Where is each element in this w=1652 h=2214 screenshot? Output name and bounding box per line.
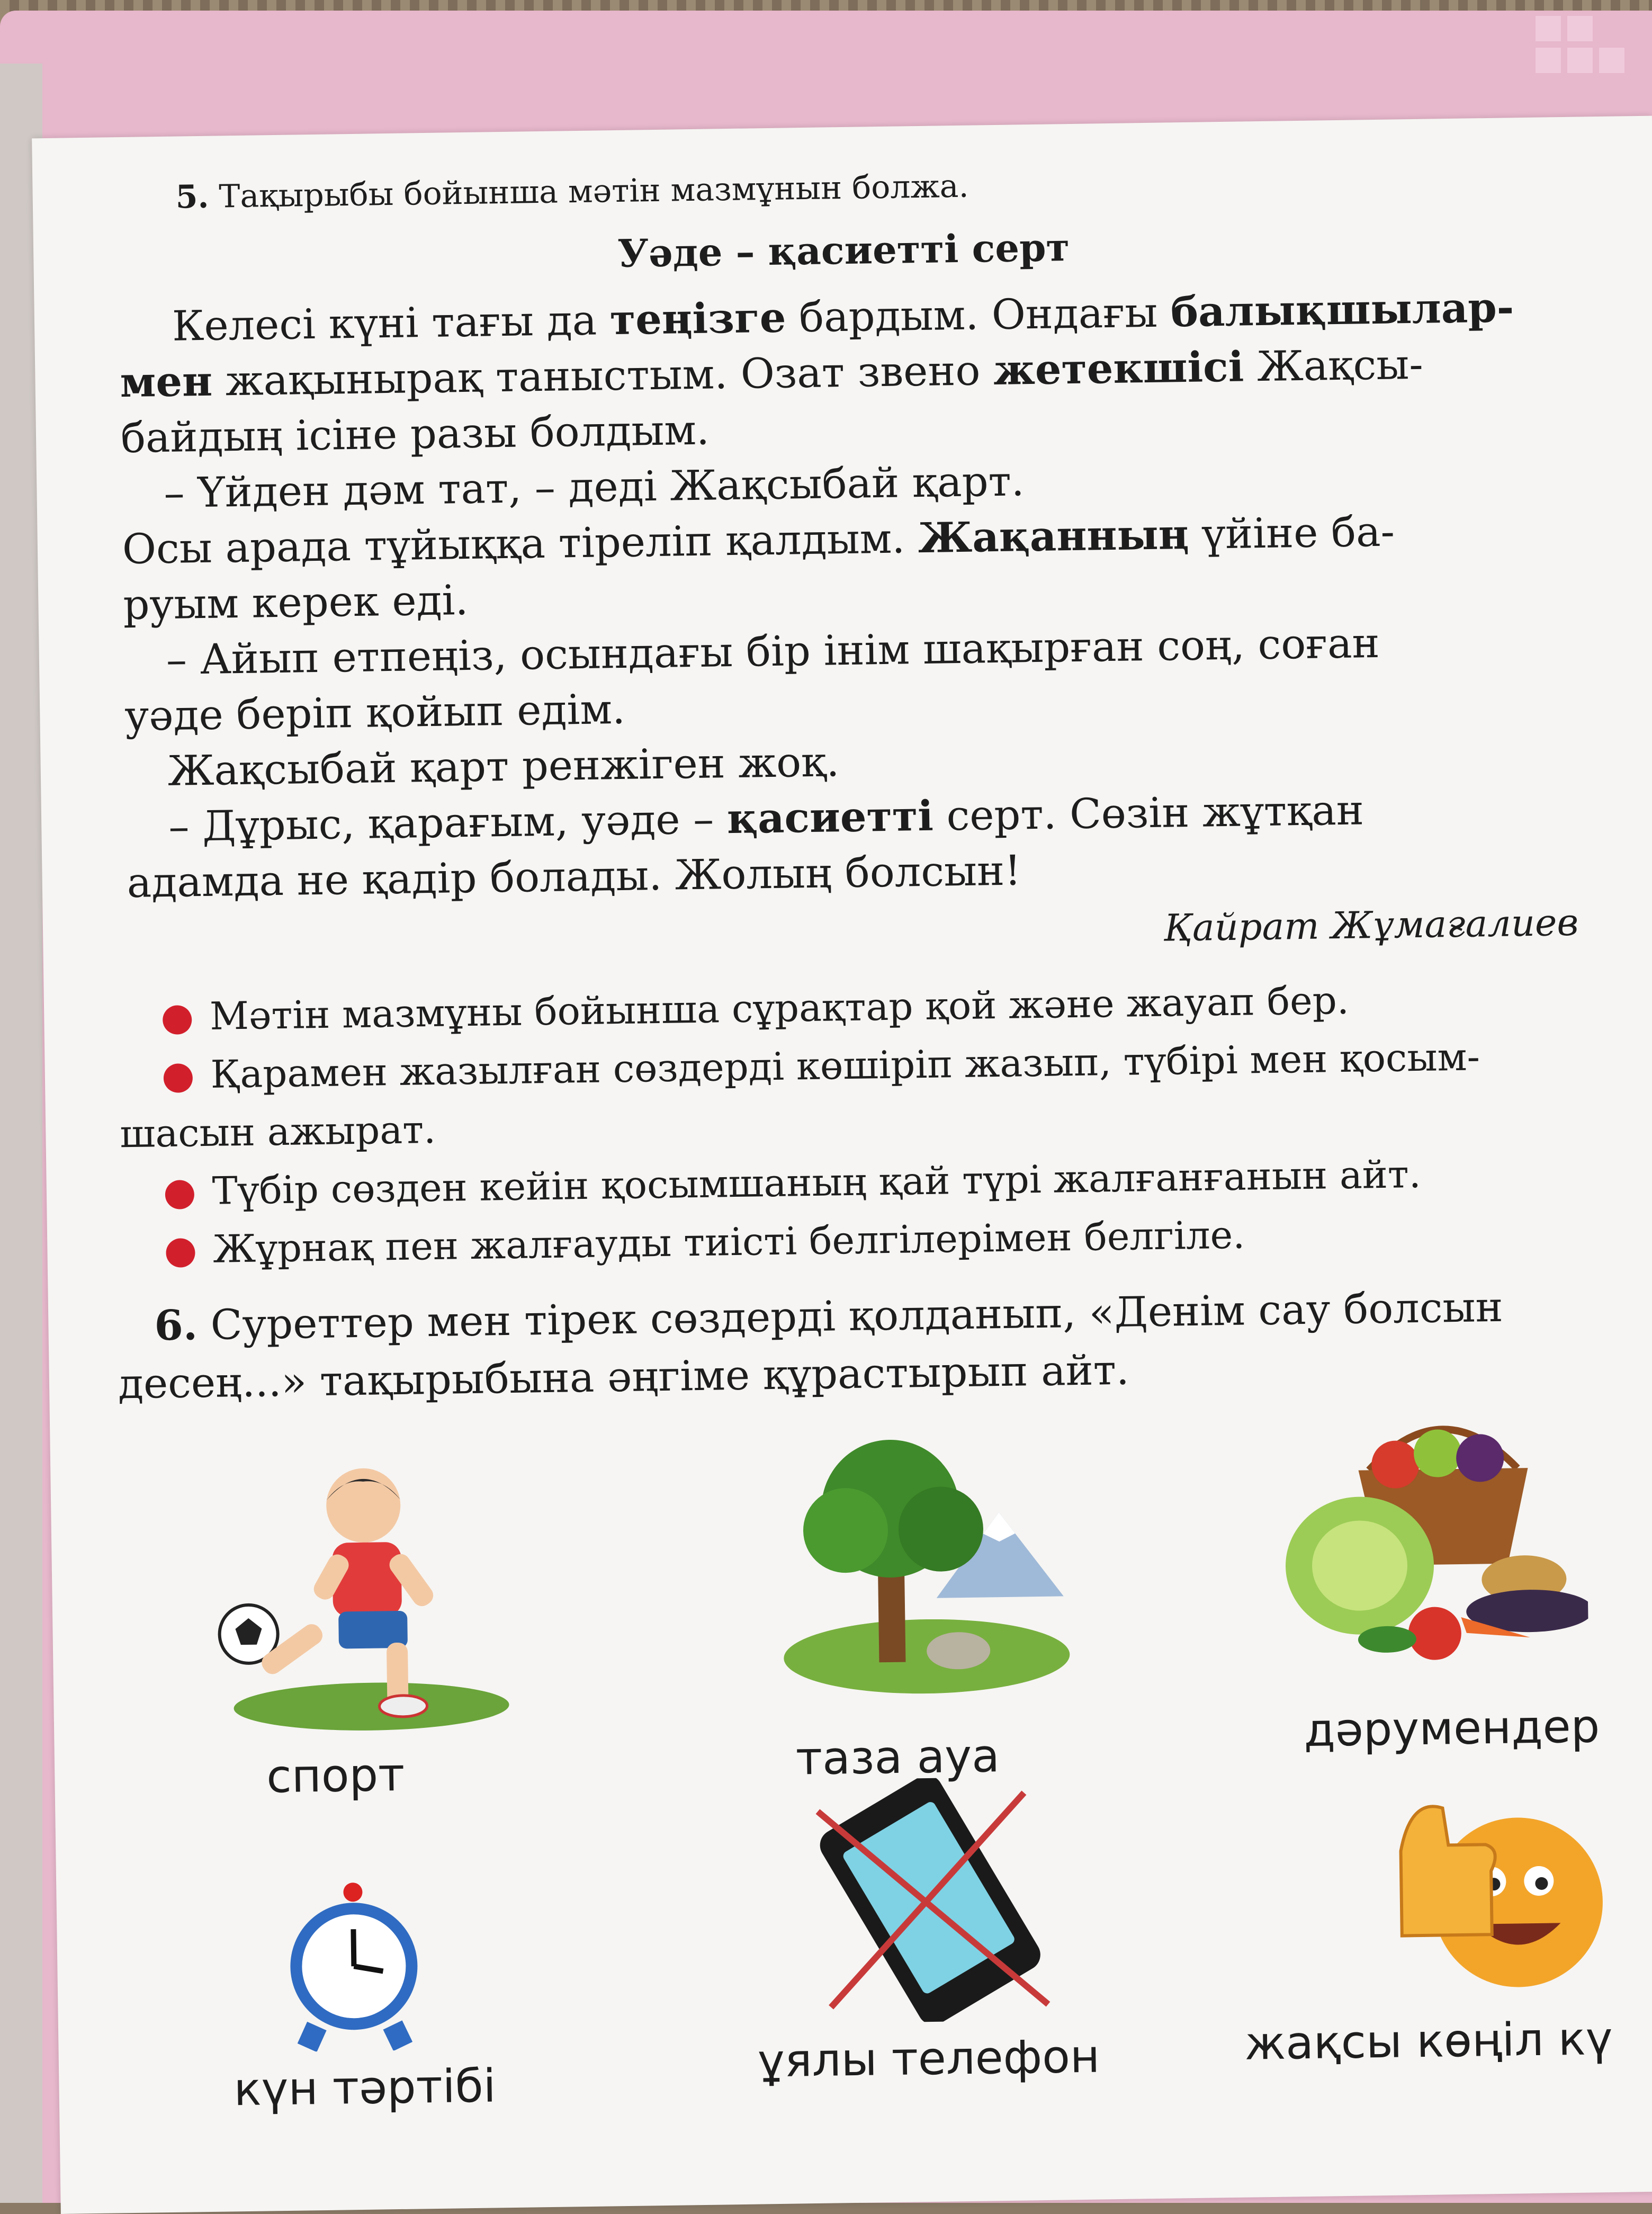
caption-clean-air: таза ауа xyxy=(795,1729,1000,1786)
story-line-3: байдың ісіне разы болдым. xyxy=(120,406,710,463)
story-author: Қайрат Жұмағалиев xyxy=(1163,900,1579,950)
caption-mobile-phone: ұялы телефон xyxy=(757,2030,1100,2088)
story-line-5: Осы арада тұйыққа тіреліп қалдым. Жақанның үйіне ба- xyxy=(122,508,1395,574)
story-line-8: уәде беріп қойып едім. xyxy=(124,685,626,741)
story-line-2: мен жақынырақ таныстым. Озат звено жетекшісі Жақсы- xyxy=(119,340,1424,407)
story-line-7: – Айып етпеңіз, осындағы бір інім шақырған соң, соған xyxy=(166,619,1380,684)
story-line-4: – Үйден дәм тат, – деді Жақсыбай қарт. xyxy=(163,458,1025,517)
decor-square xyxy=(1536,48,1561,73)
caption-daily-routine: күн тәртібі xyxy=(233,2059,497,2117)
bullet-item-3: ● Түбір сөзден кейін қосымшаның қай түрі жалғанғанын айт. xyxy=(163,1151,1422,1214)
bullet-dot-icon: ● xyxy=(163,1169,197,1214)
boy-football-icon xyxy=(209,1456,520,1735)
task5-number: 5. xyxy=(175,178,209,216)
story-line-6: руым керек еді. xyxy=(122,576,469,630)
thumbs-up-smiley-icon xyxy=(1379,1774,1615,2000)
decor-square xyxy=(1567,16,1593,41)
task5-instruction-text: Тақырыбы бойынша мәтін мазмұнын болжа. xyxy=(218,167,969,216)
bullet-item-2-cont: шасын ажырат. xyxy=(119,1107,436,1157)
decor-square xyxy=(1567,48,1593,73)
task6-number: 6. xyxy=(154,1301,198,1350)
story-line-9: Жақсыбай қарт ренжіген жоқ. xyxy=(167,738,840,795)
bullet-item-2: ● Қарамен жазылған сөздерді көшіріп жазып, түбірі мен қосым- xyxy=(161,1034,1480,1098)
story-line-11: адамда не қадір болады. Жолың болсын! xyxy=(127,847,1021,907)
bullet-dot-icon: ● xyxy=(163,1227,197,1272)
decor-square xyxy=(1536,16,1561,41)
tree-mountain-icon xyxy=(775,1421,1075,1701)
bullet-dot-icon: ● xyxy=(160,994,194,1039)
crossed-phone-icon xyxy=(796,1777,1064,2024)
story-line-1: Келесі күні тағы да теңізге бардым. Ондағы балықшылар- xyxy=(172,283,1514,351)
task6-line-1: 6. Суреттер мен тірек сөздерді қолданып, «Денім сау болсын xyxy=(154,1283,1504,1350)
task5-instruction xyxy=(175,168,969,216)
caption-sport: спорт xyxy=(266,1748,405,1804)
task6-line-2: десең...» тақырыбына әңгіме құрастырып айт. xyxy=(118,1346,1130,1409)
alarm-clock-icon xyxy=(279,1880,429,2052)
bullet-item-4: ● Жұрнақ пен жалғауды тиісті белгілерімен белгіле. xyxy=(163,1212,1245,1272)
vegetables-basket-icon xyxy=(1278,1388,1589,1689)
caption-good-mood: жақсы көңіл кү xyxy=(1244,2012,1613,2070)
bullet-item-1: ● Мәтін мазмұны бойынша сұрақтар қой және жауап бер. xyxy=(160,978,1350,1039)
story-title: Уәде – қасиетті серт xyxy=(617,225,1070,276)
bullet-dot-icon: ● xyxy=(161,1052,195,1098)
story-line-10: – Дұрыс, қарағым, уәде – қасиетті серт. Сөзін жұтқан xyxy=(168,786,1364,851)
caption-vitamins: дәрумендер xyxy=(1303,1700,1600,1758)
decor-square xyxy=(1599,48,1624,73)
textbook-page xyxy=(32,116,1652,2214)
